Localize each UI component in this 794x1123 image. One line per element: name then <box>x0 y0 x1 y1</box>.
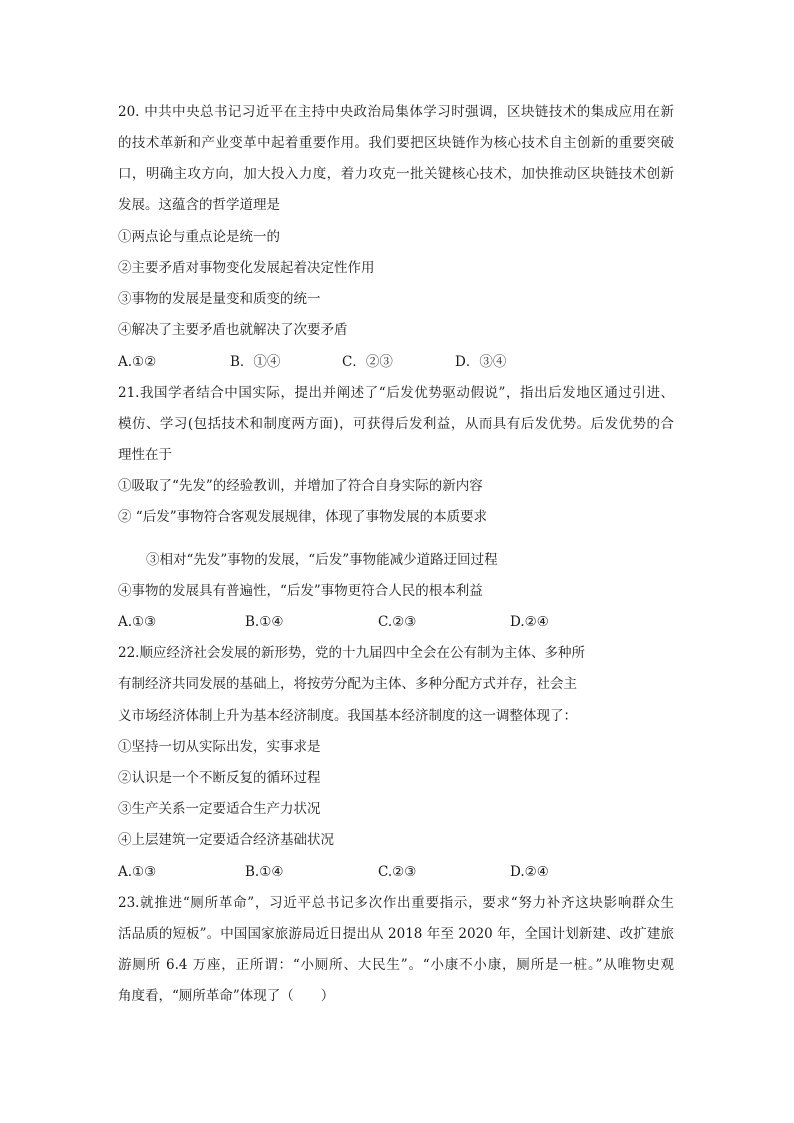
q22-stem-line-2: 有制经济共同发展的基础上，将按劳分配为主体、多种分配方式并存，社会主 <box>118 676 577 692</box>
q20-stem-line-1: 20. 中共中央总书记习近平在主持中央政治局集体学习时强调，区块链技术的集成应用在新 <box>118 104 674 120</box>
q21-option-d: D.②④ <box>510 614 549 630</box>
q21-item-2: ② “后发”事物符合客观发展规律，体现了事物发展的本质要求 <box>118 509 488 525</box>
q20-option-b: B．①④ <box>230 354 281 370</box>
q20-stem-line-4: 发展。这蕴含的哲学道理是 <box>118 197 280 213</box>
q22-stem-line-1: 22.顺应经济社会发展的新形势，党的十九届四中全会在公有制为主体、多种所 <box>118 645 585 661</box>
q23-stem-line-3: 游厕所 6.4 万座，正所谓：“小厕所、大民生”。“小康不小康，厕所是一桩。”从唯物史观 <box>118 957 674 973</box>
q22-item-4: ④上层建筑一定要适合经济基础状况 <box>118 832 334 848</box>
q23-stem-line-4: 角度看，“厕所革命”体现了（ ） <box>118 988 335 1004</box>
q20-item-1: ①两点论与重点论是统一的 <box>118 229 280 245</box>
q21-stem-line-3: 理性在于 <box>118 447 172 463</box>
q22-item-2: ②认识是一个不断反复的循环过程 <box>118 770 321 786</box>
q20-option-a: A.①② <box>118 354 157 370</box>
q22-option-d: D.②④ <box>510 864 549 880</box>
q22-stem-line-3: 义市场经济体制上升为基本经济制度。我国基本经济制度的这一调整体现了： <box>118 708 577 724</box>
q20-item-4: ④解决了主要矛盾也就解决了次要矛盾 <box>118 322 348 338</box>
q21-stem-line-1: 21.我国学者结合中国实际，提出并阐述了“后发优势驱动假说”，指出后发地区通过引进、 <box>118 385 674 401</box>
q21-item-1: ①吸取了“先发”的经验教训，并增加了符合自身实际的新内容 <box>118 478 483 494</box>
q23-stem-line-2: 活品质的短板”。中国国家旅游局近日提出从 2018 年至 2020 年，全国计划新建、改扩建旅 <box>118 926 674 942</box>
q22-item-1: ①坚持一切从实际出发，实事求是 <box>118 739 321 755</box>
q21-option-a: A.①③ <box>118 614 157 630</box>
q23-stem-line-1: 23.就推进“厕所革命”，习近平总书记多次作出重要指示，要求“努力补齐这块影响群众生 <box>118 895 674 911</box>
q21-item-3: ③相对“先发”事物的发展，“后发”事物能减少道路迂回过程 <box>146 552 498 568</box>
q21-option-c: C.②③ <box>378 614 417 630</box>
q22-option-a: A.①③ <box>118 864 157 880</box>
q22-option-c: C.②③ <box>378 864 417 880</box>
q20-stem-line-3: 口，明确主攻方向，加大投入力度，着力攻克一批关键核心技术，加快推动区块链技术创新 <box>118 166 674 182</box>
q21-stem-line-2: 模仿、学习(包括技术和制度两方面)，可获得后发利益，从而具有后发优势。后发优势的合 <box>118 416 674 432</box>
q21-option-b: B.①④ <box>245 614 284 630</box>
q20-item-2: ②主要矛盾对事物变化发展起着决定性作用 <box>118 260 375 276</box>
q20-option-c: C．②③ <box>342 354 393 370</box>
q21-item-4: ④事物的发展具有普遍性，“后发”事物更符合人民的根本利益 <box>118 583 483 599</box>
q20-item-3: ③事物的发展是量变和质变的统一 <box>118 291 321 307</box>
q20-stem-line-2: 的技术革新和产业变革中起着重要作用。我们要把区块链作为核心技术自主创新的重要突破 <box>118 135 674 151</box>
q20-option-d: D．③④ <box>455 354 507 370</box>
q22-item-3: ③生产关系一定要适合生产力状况 <box>118 801 321 817</box>
q22-option-b: B.①④ <box>245 864 284 880</box>
